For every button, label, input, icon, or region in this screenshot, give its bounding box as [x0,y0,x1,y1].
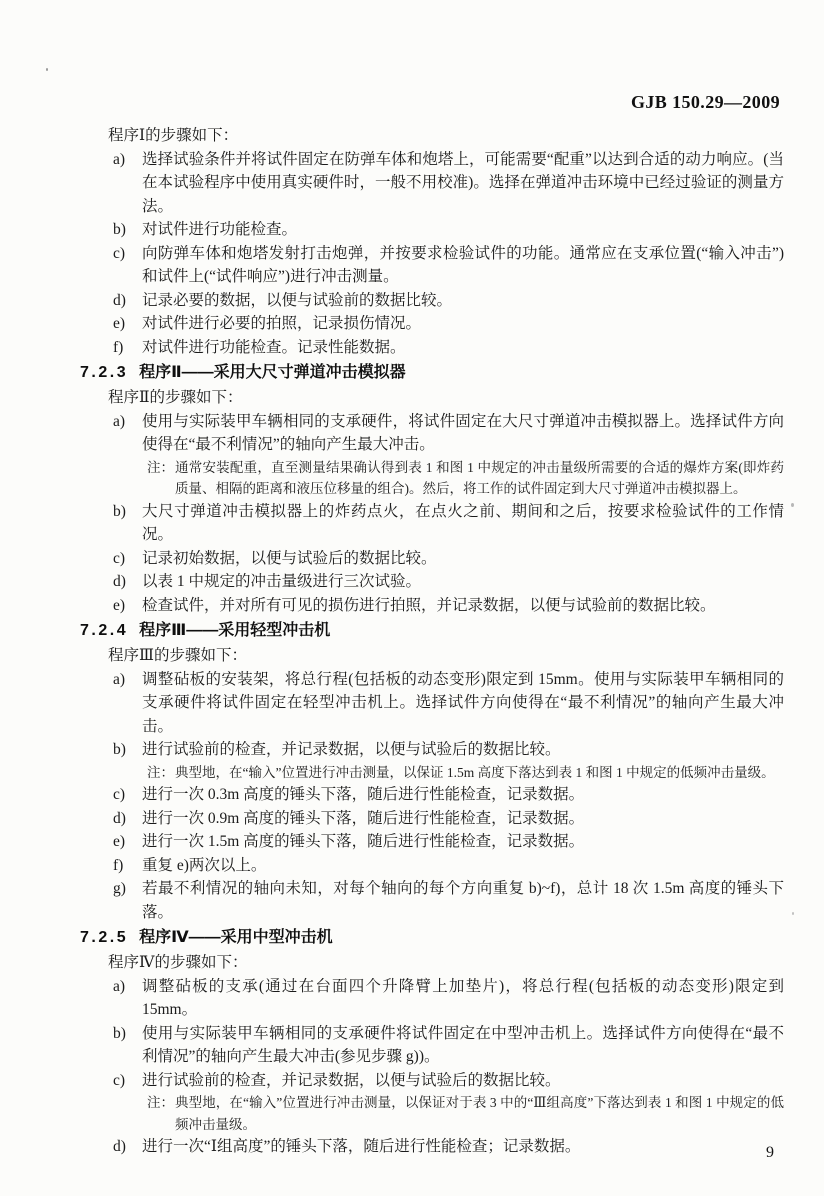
step-text: 大尺寸弹道冲击模拟器上的炸药点火，在点火之前、期间和之后，按要求检验试件的工作情况。 [142,502,784,543]
note-text: 典型地，在“输入”位置进行冲击测量，以保证 1.5m 高度下落达到表 1 和图 1 中规定的低频冲击量级。 [175,764,775,780]
step-item-a [80,148,784,219]
scan-artifact [791,503,794,507]
step-item-f [80,336,784,360]
step-label: c) [113,786,126,803]
note-block [147,457,784,500]
note-label: 注： [147,1095,174,1110]
step-text: 进行一次“Ⅰ组高度”的锤头下落，随后进行性能检查；记录数据。 [142,1138,581,1155]
procedure-iv-steps-intro: 程序Ⅳ的步骤如下： [108,954,248,971]
step-label: f) [113,338,124,356]
step-text: 重复 e)两次以上。 [142,856,267,874]
step-item-c [80,547,784,571]
section-title: 程序Ⅱ——采用大尺寸弹道冲击模拟器 [139,364,406,381]
step-item-d [80,289,784,313]
step-text: 若最不利情况的轴向未知，对每个轴向的每个方向重复 b)~f)，总计 18 次 1.5m 高度的锤头下落。 [142,880,784,921]
step-label: d) [113,1138,126,1155]
step-text: 选择试验条件并将试件固定在防弹车体和炮塔上，可能需要“配重”以达到合适的动力响应。(当在本试验程序中使用真实硬件时，一般不用校准)。选择在弹道冲击环境中已经过验证的测量方法。 [142,150,784,215]
step-label: e) [113,315,126,332]
step-label: e) [113,833,126,850]
note-text: 通常安装配重，直至测量结果确认得到表 1 和图 1 中规定的冲击量级所需要的合适的爆炸方案(即炸药质量、相隔的距离和液压位移量的组合)。然后，将工作的试件固定到大尺寸弹道冲击模拟器上。 [175,459,784,496]
step-item-e [80,830,784,854]
step-text: 进行一次 1.5m 高度的锤头下落，随后进行性能检查，记录数据。 [142,833,585,850]
step-item-e [80,312,784,336]
step-item-b [80,738,784,762]
section-heading-7-2-3 [80,361,784,385]
section-title: 程序Ⅳ——采用中型冲击机 [139,929,333,946]
step-text: 调整砧板的安装架，将总行程(包括板的动态变形)限定到 15mm。使用与实际装甲车辆相同的支承硬件将试件固定在轻型冲击机上。选择试件方向使得在“最不利情况”的轴向产生最大冲击。 [142,670,784,735]
step-item-c [80,1069,784,1093]
section-title: 程序Ⅲ——采用轻型冲击机 [139,622,331,639]
step-label: a) [113,150,126,168]
step-item-d [80,807,784,831]
step-label: d) [113,291,126,309]
step-item-b [80,218,784,242]
step-text: 对试件进行功能检查。 [142,221,298,238]
step-item-f [80,854,784,878]
step-item-a [80,975,784,1022]
note-label: 注： [147,764,174,780]
step-text: 对试件进行必要的拍照，记录损伤情况。 [142,315,422,332]
section-number: 7.2.3 [80,364,129,381]
step-text: 进行试验前的检查，并记录数据，以便与试验后的数据比较。 [142,1071,561,1089]
step-item-c [80,242,784,289]
step-item-g [80,877,784,924]
step-label: a) [113,670,126,688]
step-text: 对试件进行功能检查。记录性能数据。 [142,338,406,356]
step-text: 检查试件，并对所有可见的损伤进行拍照，并记录数据，以便与试验前的数据比较。 [142,596,716,614]
step-label: b) [113,741,126,758]
step-item-b [80,1022,784,1069]
document-body [80,124,784,1159]
procedure-ii-steps-intro: 程序Ⅱ的步骤如下： [108,389,243,406]
step-item-e [80,594,784,618]
step-item-c [80,783,784,807]
note-block [147,762,784,784]
step-item-a [80,668,784,739]
step-item-d [80,570,784,594]
step-label: c) [113,549,126,567]
page-number: 9 [766,1144,774,1161]
step-text: 记录必要的数据，以便与试验前的数据比较。 [142,291,453,309]
step-text: 调整砧板的支承(通过在台面四个升降臂上加垫片)，将总行程(包括板的动态变形)限定到 15mm。 [142,977,784,1018]
step-label: b) [113,1024,126,1042]
note-text: 典型地，在“输入”位置进行冲击测量，以保证对于表 3 中的“Ⅲ组高度”下落达到表 1 和图 1 中规定的低频冲击量级。 [175,1095,784,1132]
step-label: e) [113,596,126,614]
section-number: 7.2.4 [80,622,129,639]
note-block [147,1092,784,1135]
step-label: a) [113,977,126,995]
step-text: 以表 1 中规定的冲击量级进行三次试验。 [142,573,422,590]
step-label: d) [113,573,126,590]
step-text: 使用与实际装甲车辆相同的支承硬件，将试件固定在大尺寸弹道冲击模拟器上。选择试件方向使得在“最不利情况”的轴向产生最大冲击。 [142,412,784,453]
step-label: c) [113,1071,126,1089]
doc-number-header: GJB 150.29—2009 [630,92,780,112]
note-label: 注： [147,459,174,475]
procedure-iii-steps-intro: 程序Ⅲ的步骤如下： [108,647,247,664]
section-number: 7.2.5 [80,929,129,946]
step-item-d [80,1135,784,1159]
step-text: 使用与实际装甲车辆相同的支承硬件将试件固定在中型冲击机上。选择试件方向使得在“最不利情况”的轴向产生最大冲击(参见步骤 g))。 [142,1024,784,1065]
procedure-i-steps-intro: 程序Ⅰ的步骤如下： [108,127,239,144]
step-item-b [80,500,784,547]
step-label: b) [113,221,126,238]
scan-artifact [46,68,48,71]
step-label: b) [113,502,126,520]
step-text: 进行试验前的检查，并记录数据，以便与试验后的数据比较。 [142,741,561,758]
step-text: 记录初始数据，以便与试验后的数据比较。 [142,549,437,567]
step-label: a) [113,412,126,430]
step-text: 向防弹车体和炮塔发射打击炮弹，并按要求检验试件的功能。通常应在支承位置(“输入冲击”)和试件上(“试件响应”)进行冲击测量。 [142,244,784,285]
step-text: 进行一次 0.3m 高度的锤头下落，随后进行性能检查，记录数据。 [142,786,585,803]
scan-artifact [792,912,794,915]
step-text: 进行一次 0.9m 高度的锤头下落，随后进行性能检查，记录数据。 [142,809,585,827]
step-label: d) [113,809,126,827]
step-label: c) [113,244,126,262]
step-item-a [80,410,784,457]
step-label: g) [113,880,126,897]
section-heading-7-2-5 [80,926,784,950]
step-label: f) [113,856,124,874]
section-heading-7-2-4 [80,619,784,643]
